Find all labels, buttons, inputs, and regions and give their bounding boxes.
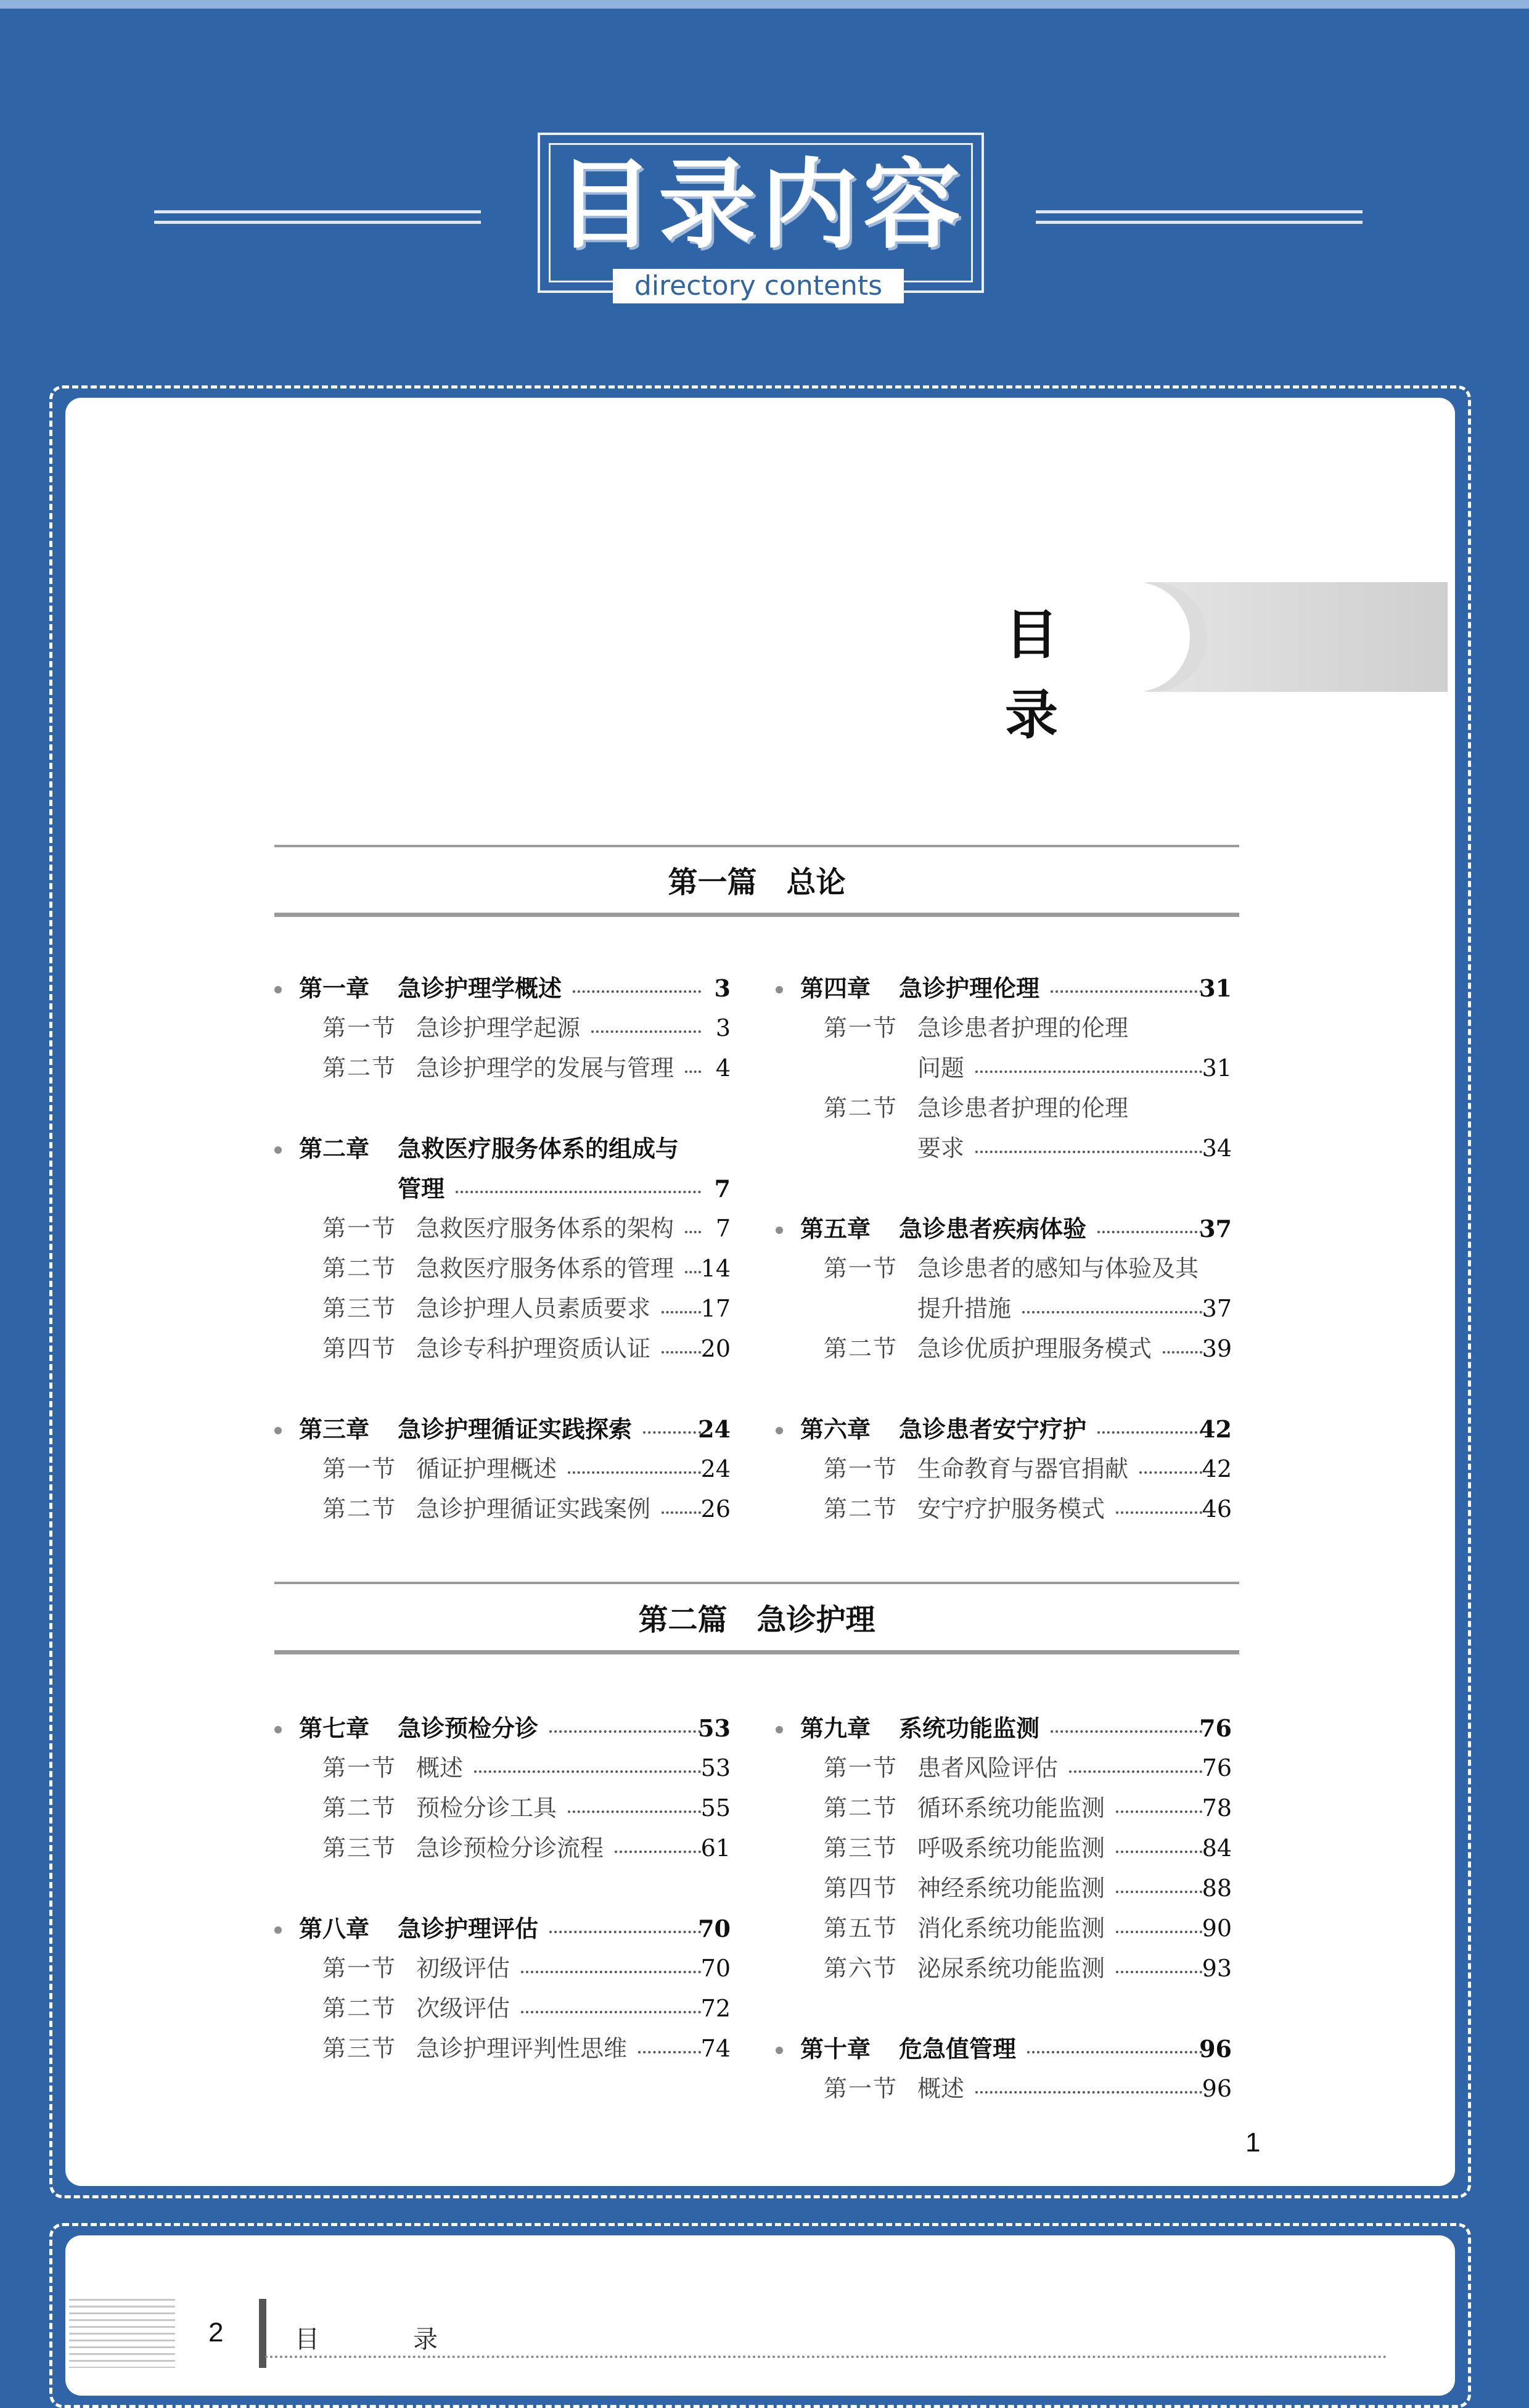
section-title: 急诊患者护理的伦理	[917, 1095, 1129, 1122]
leader-dots	[638, 2051, 701, 2053]
leader-dots	[1051, 990, 1202, 993]
section-number: 第三节	[322, 2035, 397, 2062]
leader-dots	[1116, 1511, 1202, 1514]
section-entry	[274, 1788, 731, 1828]
leader-dots	[662, 1311, 701, 1313]
leader-dots	[521, 2011, 701, 2013]
leader-dots	[975, 1070, 1202, 1073]
section-entry	[776, 1868, 1232, 1909]
section-number: 第二节	[824, 1495, 898, 1522]
section-page: 53	[700, 1754, 731, 1781]
leader-dots	[975, 1151, 1202, 1153]
section-title: 急诊护理学的发展与管理	[416, 1054, 674, 1082]
section-page: 72	[700, 1995, 731, 2022]
page2-card	[65, 2235, 1455, 2396]
chapter-entry	[274, 968, 731, 1008]
chapter-number: 第二章	[299, 1135, 370, 1162]
section-page: 7	[715, 1215, 731, 1242]
section-page: 76	[1202, 1754, 1232, 1781]
chapter-title: 系统功能监测	[899, 1714, 1040, 1742]
section-title: 初级评估	[416, 1955, 510, 1982]
leader-dots	[643, 1431, 701, 1434]
section-title: 生命教育与器官捐献	[917, 1455, 1129, 1482]
section-page: 4	[715, 1054, 731, 1082]
chapter-title: 急诊患者安宁疗护	[899, 1415, 1087, 1443]
section-number: 第三节	[322, 1295, 397, 1322]
section-entry	[274, 1949, 731, 1989]
chapter-number: 第五章	[800, 1215, 871, 1243]
leader-dots	[591, 1030, 701, 1033]
section-page: 78	[1202, 1794, 1232, 1822]
section-page: 61	[700, 1835, 731, 1862]
section-title: 急诊预检分诊流程	[416, 1835, 604, 1862]
leader-dots	[549, 1931, 701, 1933]
leader-dots	[1097, 1231, 1202, 1233]
section-number: 第二节	[322, 1794, 397, 1822]
section-entry	[274, 1329, 731, 1369]
banner-subtitle: directory contents	[613, 269, 904, 303]
section-entry	[274, 1289, 731, 1329]
section-entry-continued	[776, 1128, 1232, 1169]
section-page: 37	[1202, 1295, 1232, 1322]
leader-dots	[456, 1191, 701, 1193]
leader-dots	[1116, 1891, 1202, 1893]
section-title: 循证护理概述	[416, 1455, 557, 1482]
chapter-title: 急诊护理循证实践探索	[398, 1415, 633, 1443]
chapter-number: 第四章	[800, 974, 871, 1002]
section-title: 安宁疗护服务模式	[917, 1495, 1105, 1522]
section-entry	[274, 1449, 731, 1489]
chapter-number: 第八章	[299, 1915, 370, 1942]
chapter-number: 第三章	[299, 1415, 370, 1443]
section-title: 急诊护理学起源	[416, 1014, 581, 1042]
chapter-number: 第七章	[299, 1714, 370, 1742]
chapter-number: 第九章	[800, 1714, 871, 1742]
chapter-entry	[776, 2029, 1232, 2069]
chapter-bullet-icon	[776, 986, 783, 993]
section-title: 急诊护理评判性思维	[416, 2035, 628, 2062]
section-page: 90	[1202, 1915, 1232, 1942]
chapter-page: 76	[1199, 1714, 1232, 1742]
section-title: 呼吸系统功能监测	[917, 1835, 1105, 1862]
section-entry	[776, 1329, 1232, 1369]
section-entry	[776, 1489, 1232, 1529]
chapter-entry	[274, 1128, 731, 1169]
chapter-entry	[274, 1909, 731, 1949]
section-page: 74	[700, 2035, 731, 2062]
banner-rule-left	[154, 210, 481, 224]
chapter-number: 第一章	[299, 974, 370, 1002]
chapter-entry	[274, 1708, 731, 1748]
section-number: 第一节	[824, 2075, 898, 2102]
section-page: 39	[1202, 1335, 1232, 1362]
chapter-bullet-icon	[274, 1146, 282, 1154]
section-title: 患者风险评估	[917, 1754, 1059, 1781]
chapter-page: 24	[698, 1415, 731, 1443]
section-entry	[776, 1909, 1232, 1949]
chapter-title: 急诊预检分诊	[398, 1714, 539, 1742]
leader-dots	[1116, 1971, 1202, 1973]
section-page: 26	[700, 1495, 731, 1522]
leader-dots	[662, 1511, 701, 1514]
chapter-page: 42	[1199, 1415, 1232, 1443]
part1-rule-top	[274, 845, 1239, 847]
section-number: 第二节	[322, 1995, 397, 2022]
section-title: 急救医疗服务体系的架构	[416, 1215, 674, 1242]
section-page: 46	[1202, 1495, 1232, 1522]
section-title-continued: 问题	[917, 1054, 965, 1082]
section-number: 第五节	[824, 1915, 898, 1942]
leader-dots	[1051, 1730, 1202, 1733]
chapter-title-continued: 管理	[398, 1175, 445, 1202]
section-title: 循环系统功能监测	[917, 1794, 1105, 1822]
section-entry	[776, 1008, 1232, 1048]
section-entry	[776, 1828, 1232, 1868]
section-number: 第一节	[322, 1215, 397, 1242]
chapter-bullet-icon	[776, 1726, 783, 1733]
page2-stripe-decoration	[69, 2299, 175, 2368]
section-entry-continued	[776, 1289, 1232, 1329]
chapter-title: 危急值管理	[899, 2035, 1017, 2063]
chapter-entry	[776, 1409, 1232, 1449]
chapter-title: 急诊护理伦理	[899, 974, 1040, 1002]
chapter-entry	[274, 1409, 731, 1449]
section-title: 急诊患者的感知与体验及其	[917, 1255, 1199, 1282]
top-edge-band	[0, 0, 1529, 9]
section-entry	[776, 1088, 1232, 1128]
leader-dots	[549, 1730, 701, 1733]
section-title: 预检分诊工具	[416, 1794, 557, 1822]
section-entry	[274, 1048, 731, 1088]
section-page: 20	[700, 1335, 731, 1362]
section-number: 第一节	[824, 1754, 898, 1781]
page1-number: 1	[1245, 2127, 1261, 2158]
section-title: 急诊优质护理服务模式	[917, 1335, 1152, 1362]
page2-header-title: 目 录	[295, 2325, 472, 2354]
leader-dots	[1097, 1431, 1202, 1434]
section-entry	[274, 2029, 731, 2069]
section-title: 急诊护理循证实践案例	[416, 1495, 651, 1522]
leader-dots	[615, 1851, 701, 1853]
section-entry	[274, 1249, 731, 1289]
leader-dots	[521, 1971, 701, 1973]
section-entry	[776, 1788, 1232, 1828]
leader-dots	[1069, 1770, 1202, 1773]
section-number: 第一节	[322, 1455, 397, 1482]
section-number: 第一节	[824, 1255, 898, 1282]
chapter-bullet-icon	[274, 1926, 282, 1934]
section-entry	[776, 2069, 1232, 2109]
leader-dots	[1116, 1851, 1202, 1853]
section-number: 第一节	[322, 1014, 397, 1042]
section-number: 第一节	[322, 1754, 397, 1781]
chapter-page: 3	[714, 974, 731, 1002]
section-page: 31	[1202, 1054, 1232, 1082]
section-title: 神经系统功能监测	[917, 1875, 1105, 1902]
section-entry	[274, 1008, 731, 1048]
section-entry	[776, 1748, 1232, 1788]
section-entry	[274, 1209, 731, 1249]
section-entry	[776, 1449, 1232, 1489]
section-number: 第二节	[824, 1794, 898, 1822]
section-number: 第六节	[824, 1955, 898, 1982]
section-number: 第二节	[322, 1054, 397, 1082]
section-page: 17	[700, 1295, 731, 1322]
leader-dots	[685, 1231, 701, 1233]
section-title: 急诊患者护理的伦理	[917, 1014, 1129, 1042]
section-title: 急诊专科护理资质认证	[416, 1335, 651, 1362]
section-number: 第三节	[322, 1835, 397, 1862]
section-entry	[776, 1249, 1232, 1289]
section-page: 93	[1202, 1955, 1232, 1982]
chapter-entry	[776, 1209, 1232, 1249]
section-number: 第二节	[322, 1495, 397, 1522]
chapter-bullet-icon	[776, 1227, 783, 1234]
section-entry	[274, 1748, 731, 1788]
section-page: 14	[700, 1255, 731, 1282]
part2-rule-top	[274, 1582, 1239, 1584]
leader-dots	[1027, 2051, 1202, 2053]
page2-number: 2	[208, 2317, 224, 2348]
banner-rule-right	[1036, 210, 1363, 224]
section-number: 第二节	[824, 1335, 898, 1362]
leader-dots	[1163, 1351, 1202, 1354]
section-page: 88	[1202, 1875, 1232, 1902]
section-page: 96	[1202, 2075, 1232, 2102]
section-title: 消化系统功能监测	[917, 1915, 1105, 1942]
chapter-number: 第十章	[800, 2035, 871, 2063]
section-entry	[274, 1828, 731, 1868]
leader-dots	[662, 1351, 701, 1354]
leader-dots	[474, 1770, 701, 1773]
leader-dots	[1022, 1311, 1202, 1313]
part2-rule-bottom	[274, 1650, 1239, 1654]
banner-title: 目录内容	[556, 149, 965, 262]
chapter-bullet-icon	[776, 2047, 783, 2054]
chapter-title: 急救医疗服务体系的组成与	[398, 1135, 679, 1162]
page2-header-rule	[265, 2356, 1387, 2358]
leader-dots	[685, 1271, 701, 1273]
leader-dots	[1139, 1471, 1202, 1474]
part2-title: 第二篇 急诊护理	[638, 1603, 875, 1637]
section-title: 泌尿系统功能监测	[917, 1955, 1105, 1982]
leader-dots	[975, 2091, 1202, 2094]
section-number: 第三节	[824, 1835, 898, 1862]
chapter-entry	[776, 1708, 1232, 1748]
chapter-page: 53	[698, 1714, 731, 1742]
chapter-entry	[776, 968, 1232, 1008]
chapter-page: 37	[1199, 1215, 1232, 1243]
leader-dots	[685, 1070, 701, 1073]
section-number: 第一节	[824, 1455, 898, 1482]
chapter-bullet-icon	[776, 1427, 783, 1434]
section-page: 84	[1202, 1835, 1232, 1862]
leader-dots	[573, 990, 701, 993]
chapter-page: 70	[698, 1915, 731, 1942]
section-page: 24	[700, 1455, 731, 1482]
chapter-page: 96	[1199, 2035, 1232, 2063]
chapter-title: 急诊护理学概述	[398, 974, 562, 1002]
section-entry-continued	[776, 1048, 1232, 1088]
chapter-bullet-icon	[274, 1726, 282, 1733]
chapter-entry-continued	[274, 1169, 731, 1209]
section-entry	[776, 1949, 1232, 1989]
leader-dots	[568, 1471, 701, 1474]
chapter-title: 急诊护理评估	[398, 1915, 539, 1942]
section-title: 次级评估	[416, 1995, 510, 2022]
leader-dots	[1116, 1810, 1202, 1813]
section-page: 34	[1202, 1135, 1232, 1162]
section-number: 第四节	[322, 1335, 397, 1362]
chapter-bullet-icon	[274, 1427, 282, 1434]
section-number: 第一节	[322, 1955, 397, 1982]
section-number: 第二节	[322, 1255, 397, 1282]
section-page: 70	[700, 1955, 731, 1982]
section-title: 急救医疗服务体系的管理	[416, 1255, 674, 1282]
leader-dots	[568, 1810, 701, 1813]
section-title: 急诊护理人员素质要求	[416, 1295, 651, 1322]
chapter-page: 31	[1199, 974, 1232, 1002]
section-entry	[274, 1989, 731, 2029]
section-title: 概述	[917, 2075, 965, 2102]
section-number: 第一节	[824, 1014, 898, 1042]
section-title-continued: 提升措施	[917, 1295, 1012, 1322]
part1-rule-bottom	[274, 913, 1239, 917]
section-entry	[274, 1489, 731, 1529]
leader-dots	[1116, 1931, 1202, 1933]
chapter-page: 7	[714, 1175, 731, 1202]
chapter-bullet-icon	[274, 986, 282, 993]
section-title: 概述	[416, 1754, 464, 1781]
part1-title: 第一篇 总论	[668, 865, 846, 900]
chapter-number: 第六章	[800, 1415, 871, 1443]
section-number: 第二节	[824, 1095, 898, 1122]
page-heading: 目 录	[1005, 604, 1185, 746]
chapter-title: 急诊患者疾病体验	[899, 1215, 1087, 1243]
section-title-continued: 要求	[917, 1135, 965, 1162]
section-page: 3	[715, 1014, 731, 1042]
section-number: 第四节	[824, 1875, 898, 1902]
section-page: 42	[1202, 1455, 1232, 1482]
section-page: 55	[700, 1794, 731, 1822]
